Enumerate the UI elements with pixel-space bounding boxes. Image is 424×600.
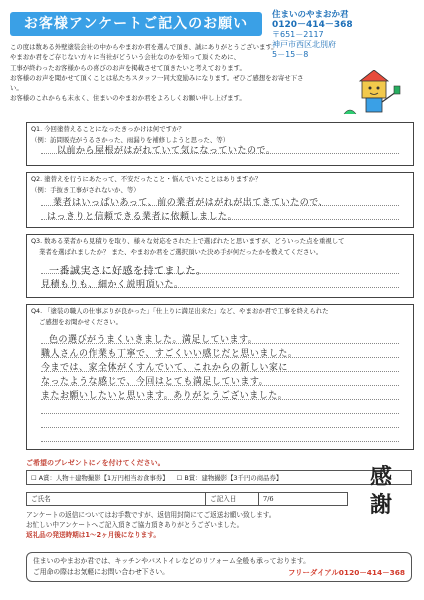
footer-line-3: 返礼品の発送時期は1～2ヶ月後になります。 — [26, 531, 160, 539]
reform-notice-text: ご用命の際はお気軽にお問い合わせ下さい。 — [33, 568, 169, 576]
intro-text — [10, 42, 310, 104]
q4-answer-4: なったような感じで、今回はとても満足しています。 — [41, 377, 269, 387]
gift-options — [26, 470, 412, 485]
q2-answer-2: はっきりと信頼できる業者に依頼しました。 — [47, 212, 238, 222]
footer-line-1: アンケートの返信についてはお手数ですが、返信用封筒にてご返送お願い致します。 — [26, 511, 276, 519]
q4-answer-1: 色の選びがうまくいきました。満足しています。 — [49, 335, 258, 345]
intro-line: お客様のこれからも末永く、住まいのやまおか君をよろしくお願い申し上げます。 — [10, 94, 246, 103]
gift-option-b-label: B賞：建物撮影【3千円の商品券】 — [184, 474, 283, 482]
answer-line — [41, 441, 399, 442]
q4-answer-5: またお願いしたいと思います。ありがとうございました。 — [41, 391, 288, 401]
q3-answer-2: 見積もりも、細かく説明頂いた。 — [41, 280, 184, 290]
answer-line — [41, 413, 399, 414]
q2-example: （例：手抜き工事がされないか、等） — [31, 186, 140, 194]
name-label: ご氏名 — [31, 495, 51, 503]
q3-question-2: 業者を選ばれましたか？ また、やまおか君をご選択頂いた決め手が何だったかを教えてください。 — [39, 248, 323, 256]
q1-example: （例：訪問販売がうるさかった、雨漏りを補修しようと思った、等） — [31, 136, 230, 144]
thanks-calligraphy: 感謝 — [369, 464, 392, 518]
q1-answer: 以前から屋根がはがれていて気になっていたので。 — [57, 146, 276, 156]
gift-option-b[interactable]: ☐ B賞：建物撮影【3千円の商品券】 — [176, 474, 283, 482]
q3-box — [26, 234, 414, 298]
survey-sheet — [10, 8, 414, 592]
q1-box — [26, 122, 414, 166]
company-address-2: 5－15－8 — [272, 50, 309, 59]
gift-title: ご希望のプレゼントに✓を付けてください。 — [26, 459, 165, 467]
intro-line: やまおか君をご存じない方々に当社がどういう会社なのかを知って頂くために、 — [10, 53, 241, 62]
gift-option-a[interactable]: ☐ A賞：人物＋建物撮影【1万円相当お食事券】 — [31, 474, 169, 482]
intro-line: この度は数ある外壁塗装会社の中からやまおか君を選んで頂き、誠にありがとうございます。 — [10, 43, 278, 51]
q4-question: Q4. 「塗装の職人の仕事ぶりが良かった」「仕上りに満足出来た」など、やまおか君で工事を終えられた — [31, 307, 329, 315]
intro-line: 工事が終わったお客様からの喜びのお声を掲載させて頂きたいと考えております。 — [10, 63, 246, 72]
company-zip: 〒651－2117 — [272, 30, 324, 39]
q2-box — [26, 172, 414, 228]
name-field[interactable] — [27, 493, 206, 505]
date-label: ご記入日 — [206, 493, 259, 505]
reform-notice-line-2 — [33, 567, 405, 578]
freedial-number: フリーダイアル0120－414－368 — [288, 568, 405, 577]
survey-title-banner: お客様アンケートご記入のお願い — [10, 12, 262, 36]
respondent-fields — [26, 492, 348, 506]
answer-line — [41, 427, 399, 428]
reform-notice-line-1: 住まいのやまおか君では、キッチンやバストイレなどのリフォーム全般も承っております。 — [33, 557, 310, 565]
date-value[interactable]: 7/6 — [263, 495, 274, 503]
intro-line: お客様のお声を聞かせて頂くことは私たちスタッフ一同大変励みになります。ぜひご感想をお寄せ下さい。 — [10, 73, 304, 93]
q2-answer-1: 業者はいっぱいあって、前の業者がはがれが出てきていたので、 — [53, 198, 329, 208]
q4-box — [26, 304, 414, 450]
reform-notice-box — [26, 552, 412, 582]
q3-answer-1: 一番誠実さに好感を持てました。 — [49, 266, 207, 277]
q1-question: Q1. 今回塗替えることになったきっかけは何ですか？ — [31, 125, 185, 133]
q4-question-2: ご感想をお聞かせください。 — [39, 318, 123, 326]
gift-section — [26, 458, 412, 485]
company-tel: 0120－414－368 — [272, 20, 353, 30]
q3-question: Q3. 数ある業者から見積りを取り、様々な対応をされた上で選ばれたと思いますが、どういった点を重視して — [31, 237, 345, 245]
q2-question: Q2. 塗替えを行うにあたって、不安だったこと・悩んでいたことはありますか？ — [31, 175, 262, 183]
return-instructions — [26, 510, 346, 540]
footer-line-2: お忙しい中アンケートへご記入頂きご協力頂きありがとうございました。 — [26, 521, 244, 529]
mascot-illustration — [340, 70, 406, 120]
company-address-1: 神戸市西区北別府 — [272, 40, 336, 49]
company-name: 住まいのやまおか君 — [272, 10, 349, 20]
q4-answer-2: 職人さんの作業も丁寧で、すごくいい感じだと思いました。 — [41, 349, 298, 359]
gift-option-a-label: A賞：人物＋建物撮影【1万円相当お食事券】 — [38, 474, 169, 482]
q4-answer-3: 今までは、家全体がくすんでいて、これからの新しい家に — [41, 363, 288, 373]
